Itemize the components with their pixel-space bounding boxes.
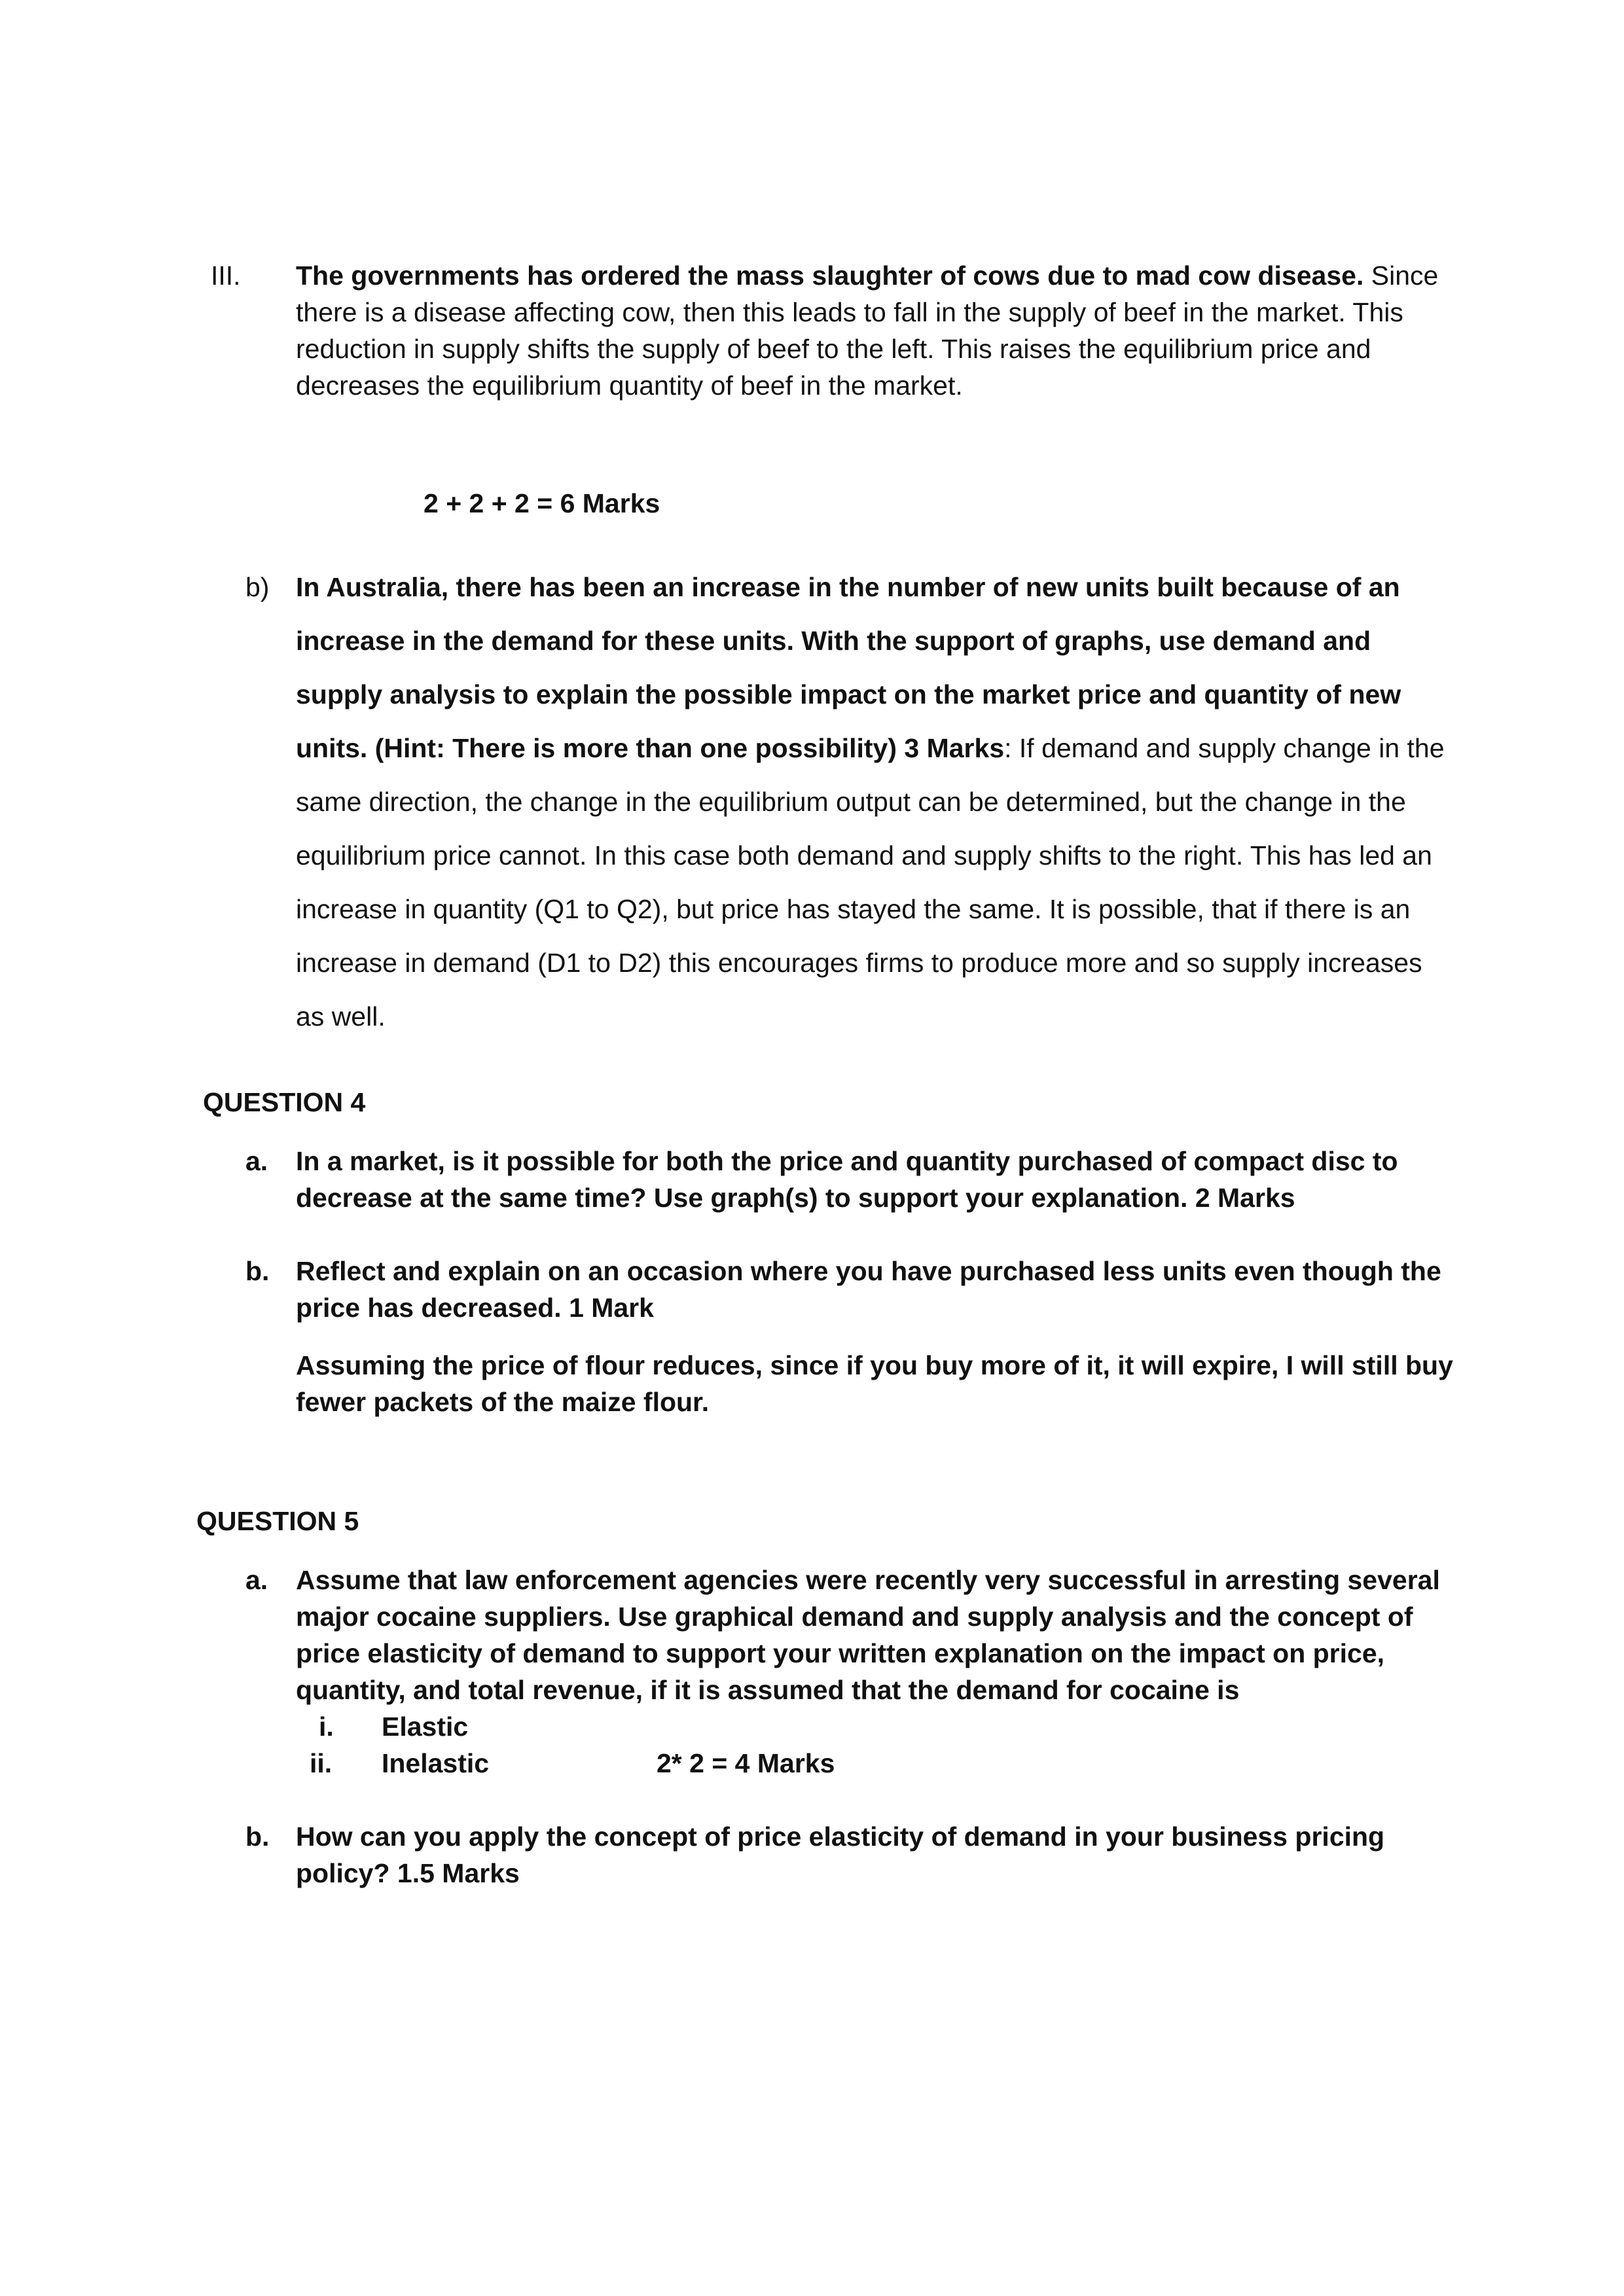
question-5-heading: QUESTION 5	[196, 1506, 359, 1536]
q5-a-text: Assume that law enforcement agencies were recently very successful in arresting several major cocaine suppliers. Use graphical demand and supply analysis and the concept of price elasticity of demand to support your written explanation on the impact on price, quantity, and total revenue, if it is assumed that the demand for cocaine is	[296, 1565, 1440, 1705]
part-b-question: In Australia, there has been an increase in the number of new units built because of an increase in the demand for these units. With the support of graphs, use demand and supply analysis to explain the possible impact on the market price and quantity of new units. (Hint: There is more than one possibility) 3 Marks	[296, 572, 1401, 763]
q4-a-marker: a.	[245, 1146, 268, 1176]
part-b-answer: : If demand and supply change in the same direction, the change in the equilibrium output can be determined, but the change in the equilibrium price cannot. In this case both demand and supply shifts to the right. This has led an increase in quantity (Q1 to Q2), but price has stayed the same. It is possible, that if there is an increase in demand (D1 to D2) this encourages firms to produce more and so supply increases as well.	[296, 733, 1445, 1031]
item-iii-body: Since there is a disease affecting cow, then this leads to fall in the supply of beef in the market. This reduction in supply shifts the supply of beef to the left. This raises the equilibrium price and decreases the equilibrium quantity of beef in the market.	[296, 260, 1439, 401]
q4-a-text: In a market, is it possible for both the price and quantity purchased of compact disc to decrease at the same time? Use graph(s) to support your explanation. 2 Marks	[296, 1146, 1398, 1213]
q5-sub-marks: 2* 2 = 4 Marks	[657, 1748, 835, 1778]
part-b-marker: b)	[245, 572, 270, 602]
q5-b-text: How can you apply the concept of price elasticity of demand in your business pricing policy? 1.5 Marks	[296, 1821, 1385, 1888]
q5-sub-ii-marker: ii.	[310, 1748, 333, 1778]
item-iii-marker: III.	[211, 260, 241, 291]
q5-sub-i-marker: i.	[319, 1712, 334, 1742]
q4-b-marker: b.	[245, 1256, 270, 1286]
q5-sub-i-text: Elastic	[382, 1712, 469, 1742]
q5-sub-ii-text: Inelastic	[382, 1748, 490, 1778]
q5-b-marker: b.	[245, 1821, 270, 1852]
marks-total: 2 + 2 + 2 = 6 Marks	[424, 488, 660, 518]
part-b-paragraph	[296, 560, 1454, 1043]
question-4-heading: QUESTION 4	[203, 1087, 366, 1117]
item-iii-lead: The governments has ordered the mass slaughter of cows due to mad cow disease.	[296, 260, 1364, 291]
item-iii-paragraph	[296, 257, 1448, 404]
q5-a-marker: a.	[245, 1565, 268, 1595]
q4-b-text: Reflect and explain on an occasion where you have purchased less units even though the price has decreased. 1 Mark	[296, 1256, 1441, 1323]
q4-b-answer: Assuming the price of flour reduces, since if you buy more of it, it will expire, I will still buy fewer packets of the maize flour.	[296, 1350, 1453, 1417]
